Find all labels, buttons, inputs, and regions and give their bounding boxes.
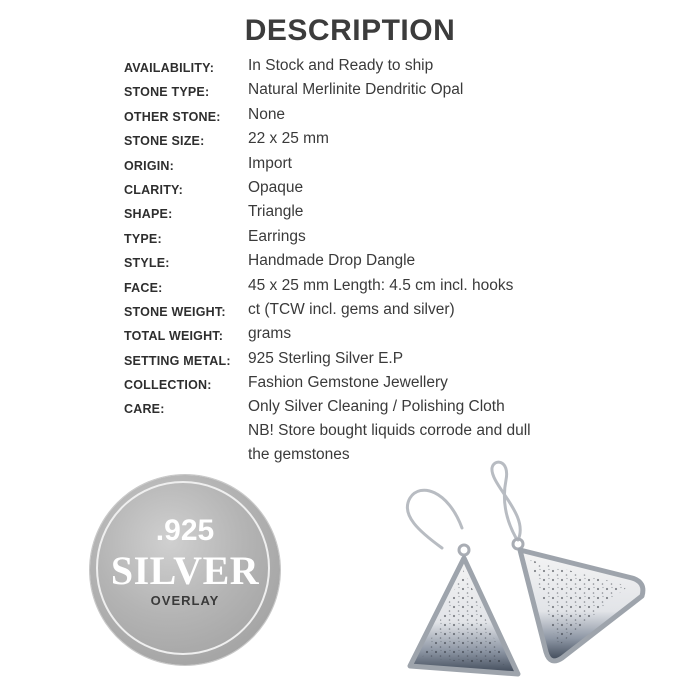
spec-key: STONE TYPE:: [124, 85, 210, 100]
left-hook: [407, 490, 462, 548]
spec-row-care: [124, 398, 684, 467]
seal-silver-text: SILVER: [110, 548, 260, 593]
spec-key: STONE SIZE:: [124, 134, 205, 149]
seal-925-text: .925: [155, 514, 215, 547]
spec-key: SHAPE:: [124, 207, 173, 222]
care-line-3: the gemstones: [248, 446, 350, 464]
spec-value: Import: [248, 154, 292, 172]
spec-key: TYPE:: [124, 231, 162, 246]
spec-value: ct (TCW incl. gems and silver): [248, 300, 455, 318]
spec-row-setting-metal: [124, 350, 684, 374]
spec-row-stone-size: [124, 130, 684, 154]
care-line-1: Only Silver Cleaning / Polishing Cloth: [248, 398, 505, 416]
care-line-2: NB! Store bought liquids corrode and dull: [248, 422, 531, 440]
spec-key: STONE WEIGHT:: [124, 304, 226, 319]
spec-row-stone-weight: [124, 301, 684, 325]
spec-row-type: [124, 228, 684, 252]
earrings-illustration: [380, 460, 680, 690]
spec-key: OTHER STONE:: [124, 109, 221, 124]
spec-list: [124, 57, 684, 467]
spec-row-style: [124, 252, 684, 276]
spec-key: SETTING METAL:: [124, 353, 231, 368]
spec-row-clarity: [124, 179, 684, 203]
seal-overlay-text: OVERLAY: [150, 593, 220, 608]
spec-value: Natural Merlinite Dendritic Opal: [248, 81, 464, 99]
spec-key: FACE:: [124, 280, 163, 295]
spec-value-care: [248, 395, 531, 467]
spec-key: TOTAL WEIGHT:: [124, 329, 224, 344]
silver-overlay-seal: [90, 475, 280, 665]
spec-value: 925 Sterling Silver E.P: [248, 349, 404, 367]
spec-value: Triangle: [248, 203, 304, 221]
spec-value: Opaque: [248, 178, 304, 196]
spec-key: CARE:: [124, 402, 165, 417]
spec-row-face: [124, 277, 684, 301]
spec-row-other-stone: [124, 106, 684, 130]
spec-value: Handmade Drop Dangle: [248, 252, 416, 270]
spec-value: None: [248, 105, 286, 123]
spec-value: 22 x 25 mm: [248, 130, 329, 148]
spec-key: STYLE:: [124, 256, 170, 271]
page-title: DESCRIPTION: [244, 14, 456, 47]
spec-key: CLARITY:: [124, 182, 183, 197]
spec-value: 45 x 25 mm Length: 4.5 cm incl. hooks: [248, 276, 514, 294]
spec-value: grams: [248, 325, 292, 343]
spec-row-total-weight: [124, 325, 684, 349]
spec-key: AVAILABILITY:: [124, 61, 215, 75]
spec-row-stone-type: [124, 81, 684, 105]
spec-row-origin: [124, 155, 684, 179]
right-hook: [492, 462, 520, 540]
spec-key: ORIGIN:: [124, 158, 175, 173]
spec-row-shape: [124, 203, 684, 227]
spec-value: Fashion Gemstone Jewellery: [248, 374, 448, 392]
spec-row-availability: [124, 57, 684, 81]
spec-key: COLLECTION:: [124, 378, 212, 393]
spec-value: Earrings: [248, 227, 306, 245]
spec-value: In Stock and Ready to ship: [248, 57, 434, 74]
earrings-photo: [380, 460, 680, 690]
